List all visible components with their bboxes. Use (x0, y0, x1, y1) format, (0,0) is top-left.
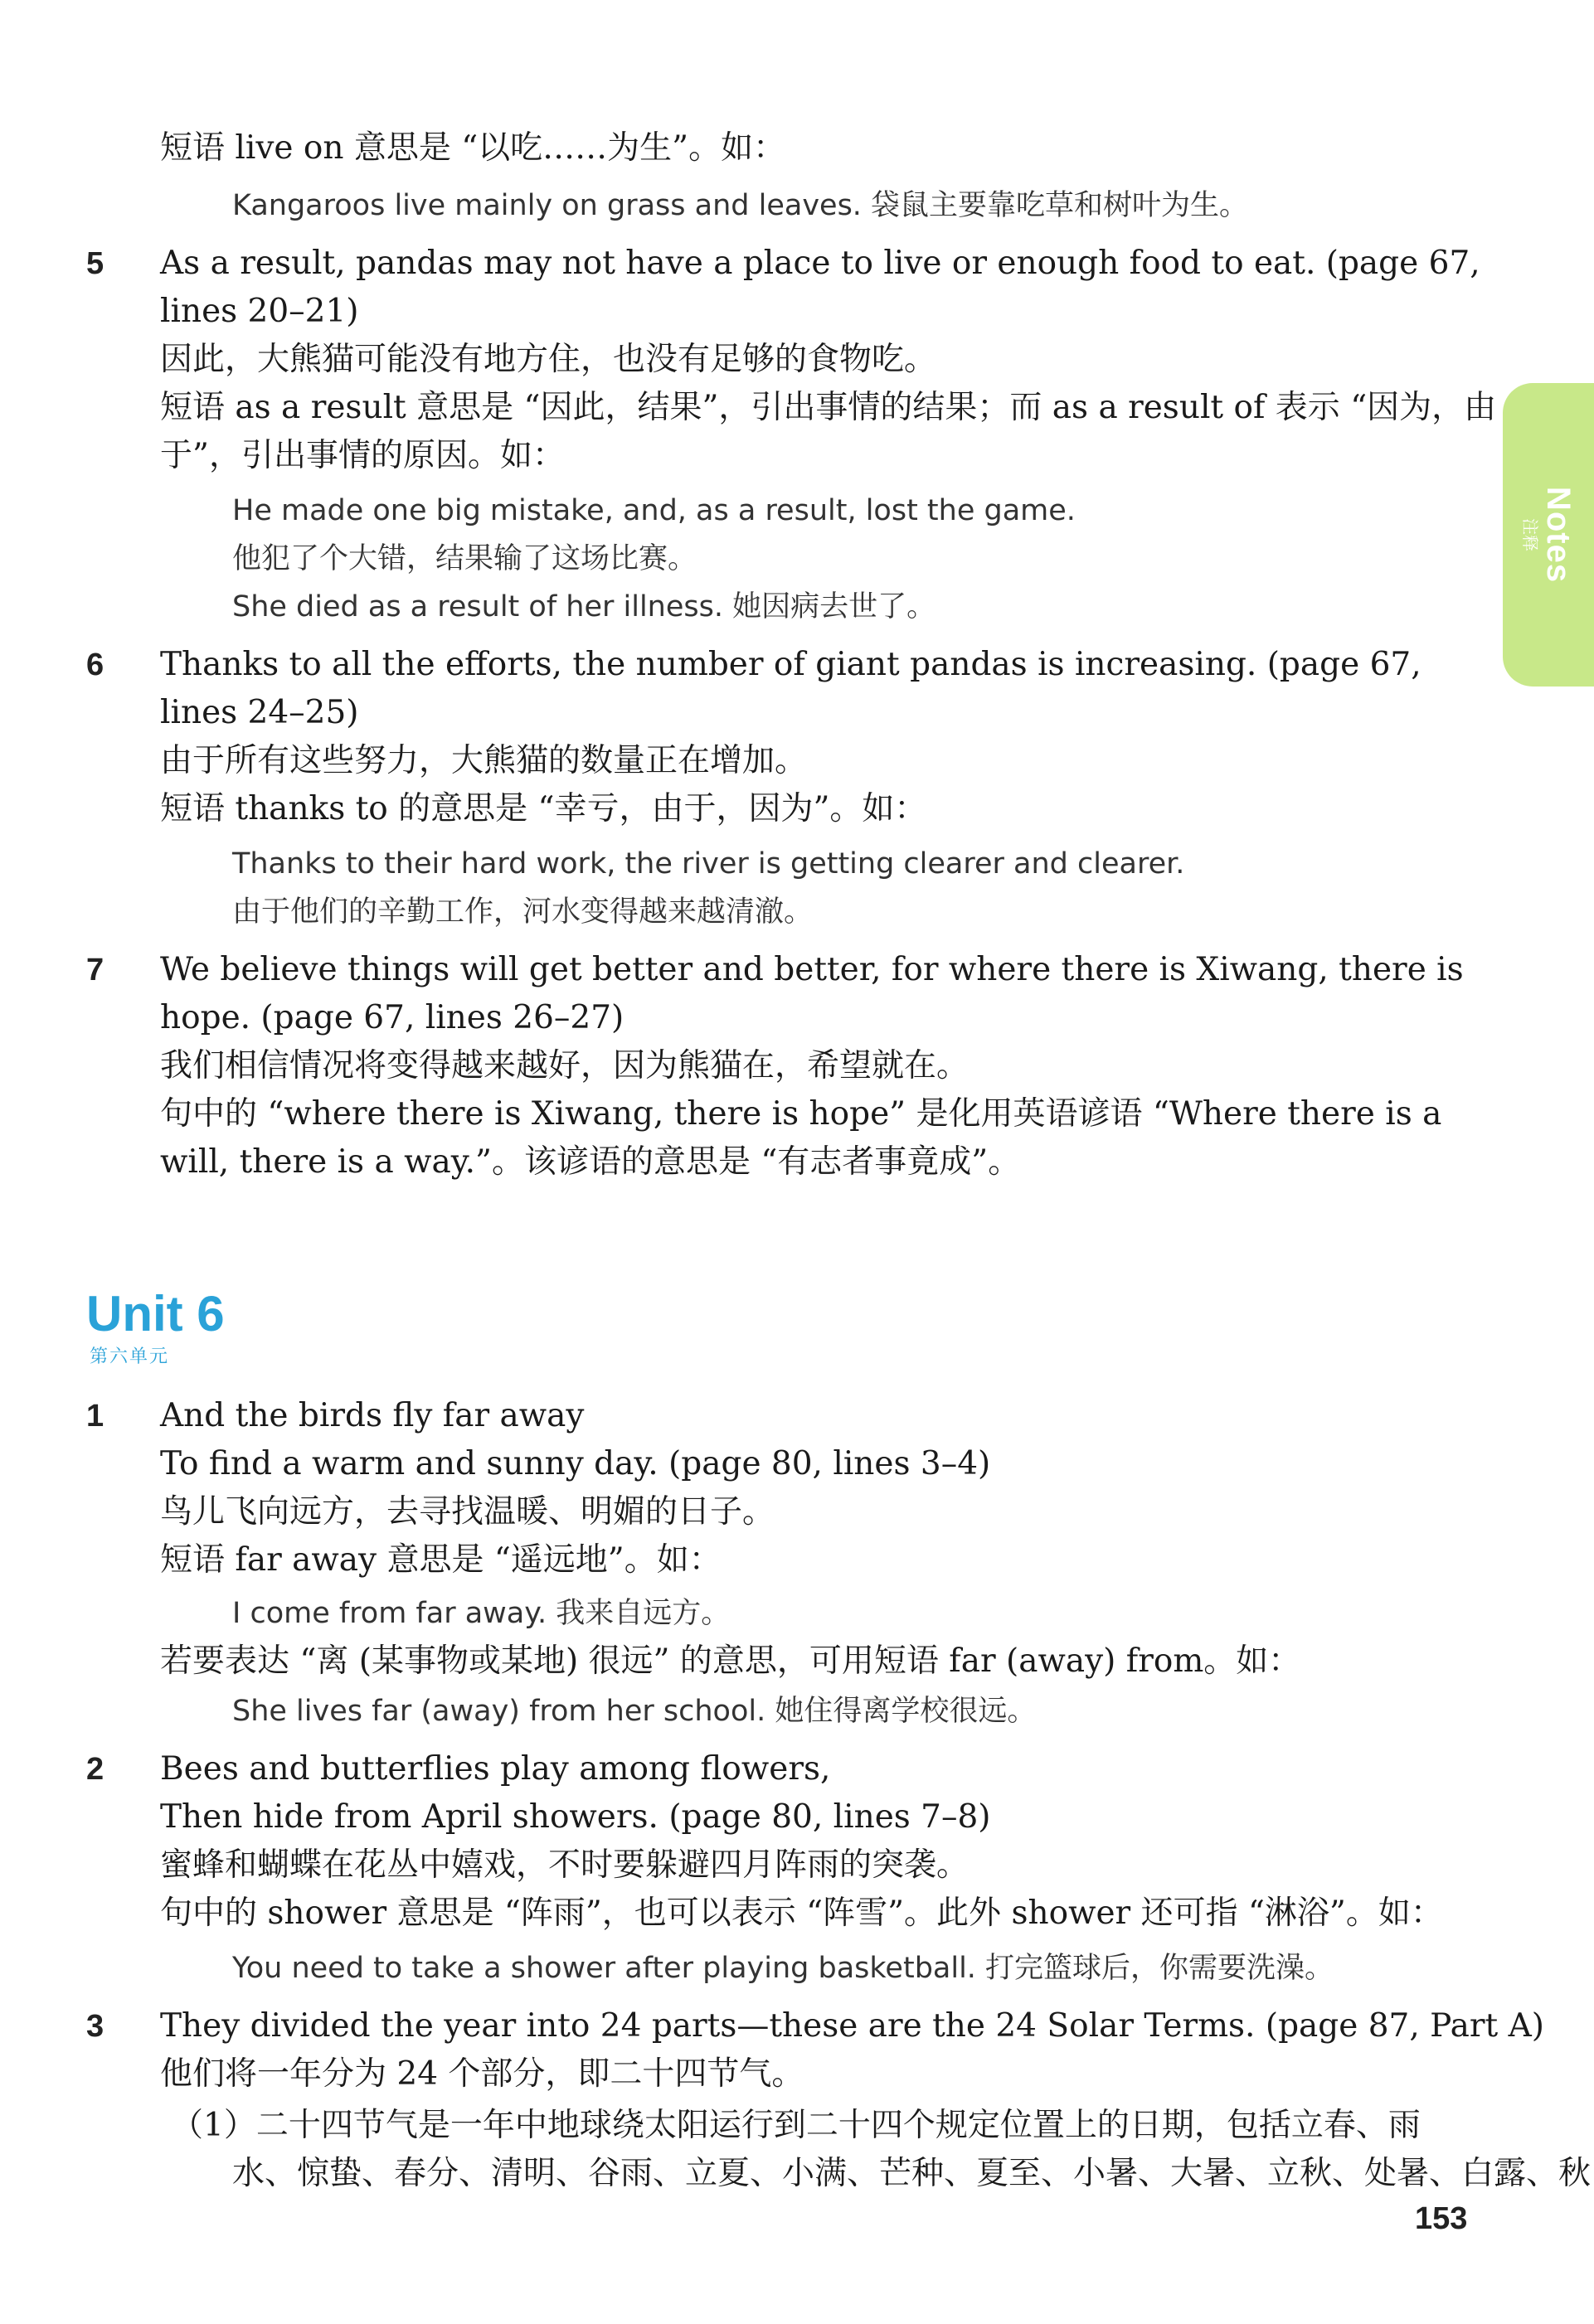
example-translation: 由于他们的辛勤工作，河水变得越来越清澈。 (232, 895, 814, 929)
note-translation: 由于所有这些努力，大熊猫的数量正在增加。 (160, 742, 808, 779)
example-sentence: Thanks to their hard work, the river is getting clearer and clearer. (232, 847, 1185, 881)
note-text: 短语 live on 意思是 “以吃……为生”。如： (160, 129, 786, 167)
page-number: 153 (1415, 2201, 1468, 2236)
note-number: 6 (86, 648, 104, 682)
note-text: 水、惊蛰、春分、清明、谷雨、立夏、小满、芒种、夏至、小暑、大暑、立秋、处暑、白露、秋 (232, 2155, 1592, 2192)
notes-tab-chinese-label: 注释 (1520, 517, 1540, 551)
example-sentence: She died as a result of her illness. 她因病去世了。 (232, 590, 936, 623)
note-text: 于”，引出事情的原因。如： (160, 437, 565, 474)
example-sentence: You need to take a shower after playing basketball. 打完篮球后，你需要洗澡。 (232, 1952, 1334, 1985)
example-sentence: She lives far (away) from her school. 她住得离学校很远。 (232, 1695, 1037, 1728)
note-number: 1 (86, 1399, 104, 1434)
note-quote: lines 24–25) (160, 694, 359, 731)
note-text: 句中的 “where there is Xiwang, there is hope” 是化用英语谚语 “Where there is a (160, 1095, 1442, 1133)
notes-tab-label: Notes (1540, 486, 1577, 584)
note-number: 3 (86, 2009, 104, 2044)
example-sentence: I come from far away. 我来自远方。 (232, 1597, 731, 1630)
example-sentence: Kangaroos live mainly on grass and leaves. 袋鼠主要靠吃草和树叶为生。 (232, 189, 1249, 222)
note-translation: 他们将一年分为 24 个部分，即二十四节气。 (160, 2055, 804, 2093)
note-text: 短语 far away 意思是 “遥远地”。如： (160, 1541, 722, 1579)
notes-side-tab (1503, 383, 1594, 687)
unit-title: Unit 6 (86, 1286, 225, 1342)
note-translation: 蜜蜂和蝴蝶在花丛中嬉戏，不时要躲避四月阵雨的突袭。 (160, 1846, 970, 1884)
note-quote: They divided the year into 24 parts—these are the 24 Solar Terms. (page 87, Part A) (160, 2007, 1544, 2045)
unit-subtitle: 第六单元 (90, 1346, 170, 1367)
note-translation: 鸟儿飞向远方，去寻找温暖、明媚的日子。 (160, 1493, 775, 1531)
note-quote: To find a warm and sunny day. (page 80, lines 3–4) (160, 1445, 991, 1482)
note-quote: hope. (page 67, lines 26–27) (160, 999, 624, 1036)
note-quote: lines 20–21) (160, 293, 359, 330)
example-sentence: He made one big mistake, and, as a result, lost the game. (232, 494, 1076, 527)
note-text: 短语 thanks to 的意思是 “幸亏，由于，因为”。如： (160, 790, 927, 827)
note-quote: Then hide from April showers. (page 80, lines 7–8) (160, 1798, 991, 1836)
note-text: （1）二十四节气是一年中地球绕太阳运行到二十四个规定位置上的日期，包括立春、雨 (171, 2107, 1421, 2144)
note-text: 短语 as a result 意思是 “因此，结果”，引出事情的结果；而 as a result of 表示 “因为，由 (160, 389, 1497, 426)
note-quote: As a result, pandas may not have a place to live or enough food to eat. (page 67, (160, 245, 1480, 282)
note-quote: Bees and butterflies play among flowers, (160, 1750, 831, 1788)
note-text: 若要表达 “离 (某事物或某地) 很远” 的意思，可用短语 far (away) from。如： (160, 1642, 1301, 1680)
note-quote: We believe things will get better and better, for where there is Xiwang, there is (160, 951, 1464, 988)
note-text: will, there is a way.”。该谚语的意思是 “有志者事竟成”。 (160, 1143, 1021, 1181)
note-quote: Thanks to all the efforts, the number of giant pandas is increasing. (page 67, (160, 646, 1421, 683)
note-text: 句中的 shower 意思是 “阵雨”，也可以表示 “阵雪”。此外 shower 还可指 “淋浴”。如： (160, 1895, 1443, 1932)
note-translation: 因此，大熊猫可能没有地方住，也没有足够的食物吃。 (160, 341, 937, 378)
note-translation: 我们相信情况将变得越来越好，因为熊猫在，希望就在。 (160, 1047, 970, 1084)
note-number: 5 (86, 246, 104, 281)
note-number: 7 (86, 953, 104, 987)
note-number: 2 (86, 1752, 104, 1787)
note-quote: And the birds fly far away (160, 1397, 585, 1434)
example-translation: 他犯了个大错，结果输了这场比赛。 (232, 542, 697, 575)
